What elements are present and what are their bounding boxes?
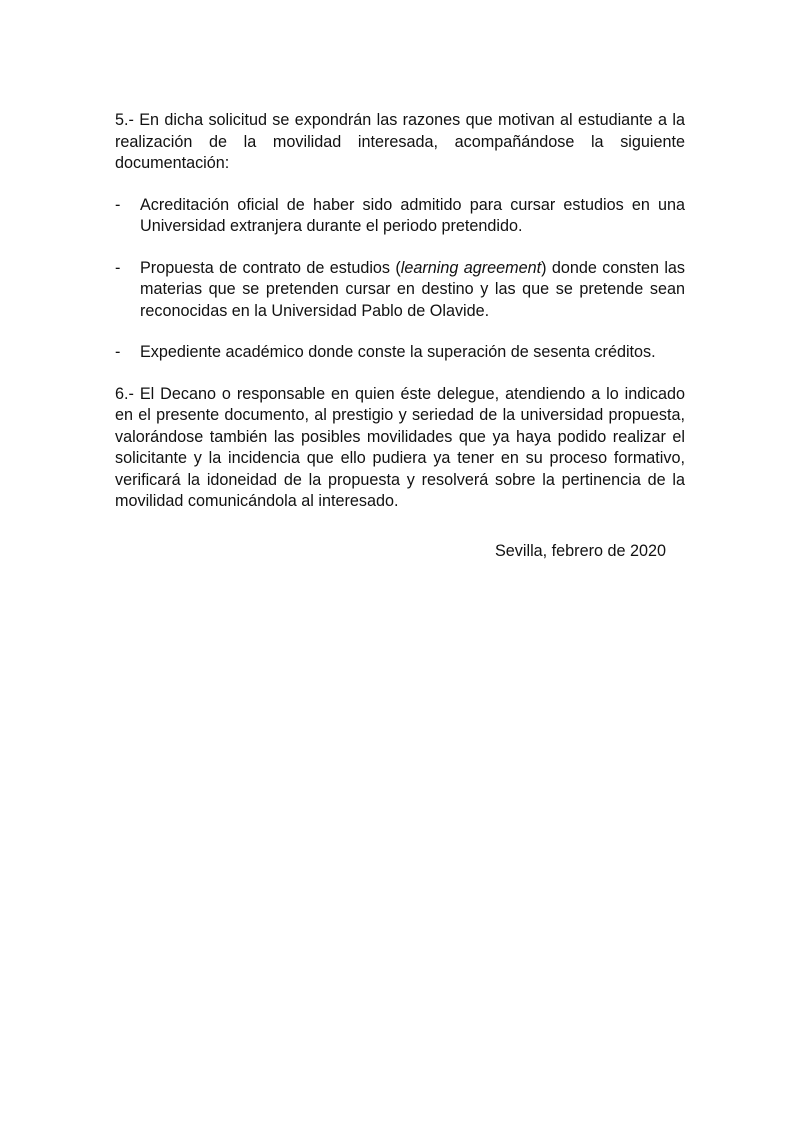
list-item-text [140, 258, 685, 323]
document-body [115, 110, 685, 513]
italic-term: learning agreement [400, 258, 542, 277]
list-item-accreditation [115, 195, 685, 238]
place-date-signature: Sevilla, febrero de 2020 [495, 542, 666, 560]
documentation-list [115, 195, 685, 364]
section-5-paragraph: 5.- En dicha solicitud se expondrán las razones que motivan al estudiante a la realización de la movilidad interesada, acompañándose la siguiente documentación: [115, 111, 685, 172]
section-6-paragraph: 6.- El Decano o responsable en quien éste delegue, atendiendo a lo indicado en el presente documento, al prestigio y seriedad de la universidad propuesta, valorándose también las posibles movilidades que ya haya podido realizar el solicitante y la incidencia que ello pudiera ya tener en su proceso formativo, verificará la idoneidad de la propuesta y resolverá sobre la pertinencia de la movilidad comunicándola al interesado. [115, 384, 685, 510]
text-segment: Propuesta de contrato de estudios ( [140, 258, 401, 277]
list-item-text: Acreditación oficial de haber sido admitido para cursar estudios en una Universidad extranjera durante el periodo pretendido. [140, 195, 685, 235]
text-segment: ) donde consten las materias que se pretenden cursar en destino y las que se pretende sean reconocidas en la Universidad Pablo de Olavide. [140, 258, 686, 320]
bullet-dash: - [115, 343, 121, 361]
bullet-dash: - [115, 195, 121, 214]
list-item-text: Expediente académico donde conste la superación de sesenta créditos. [140, 343, 656, 361]
list-item-academic-record [115, 342, 685, 364]
list-item-learning-agreement [115, 258, 685, 323]
bullet-dash: - [115, 258, 121, 277]
